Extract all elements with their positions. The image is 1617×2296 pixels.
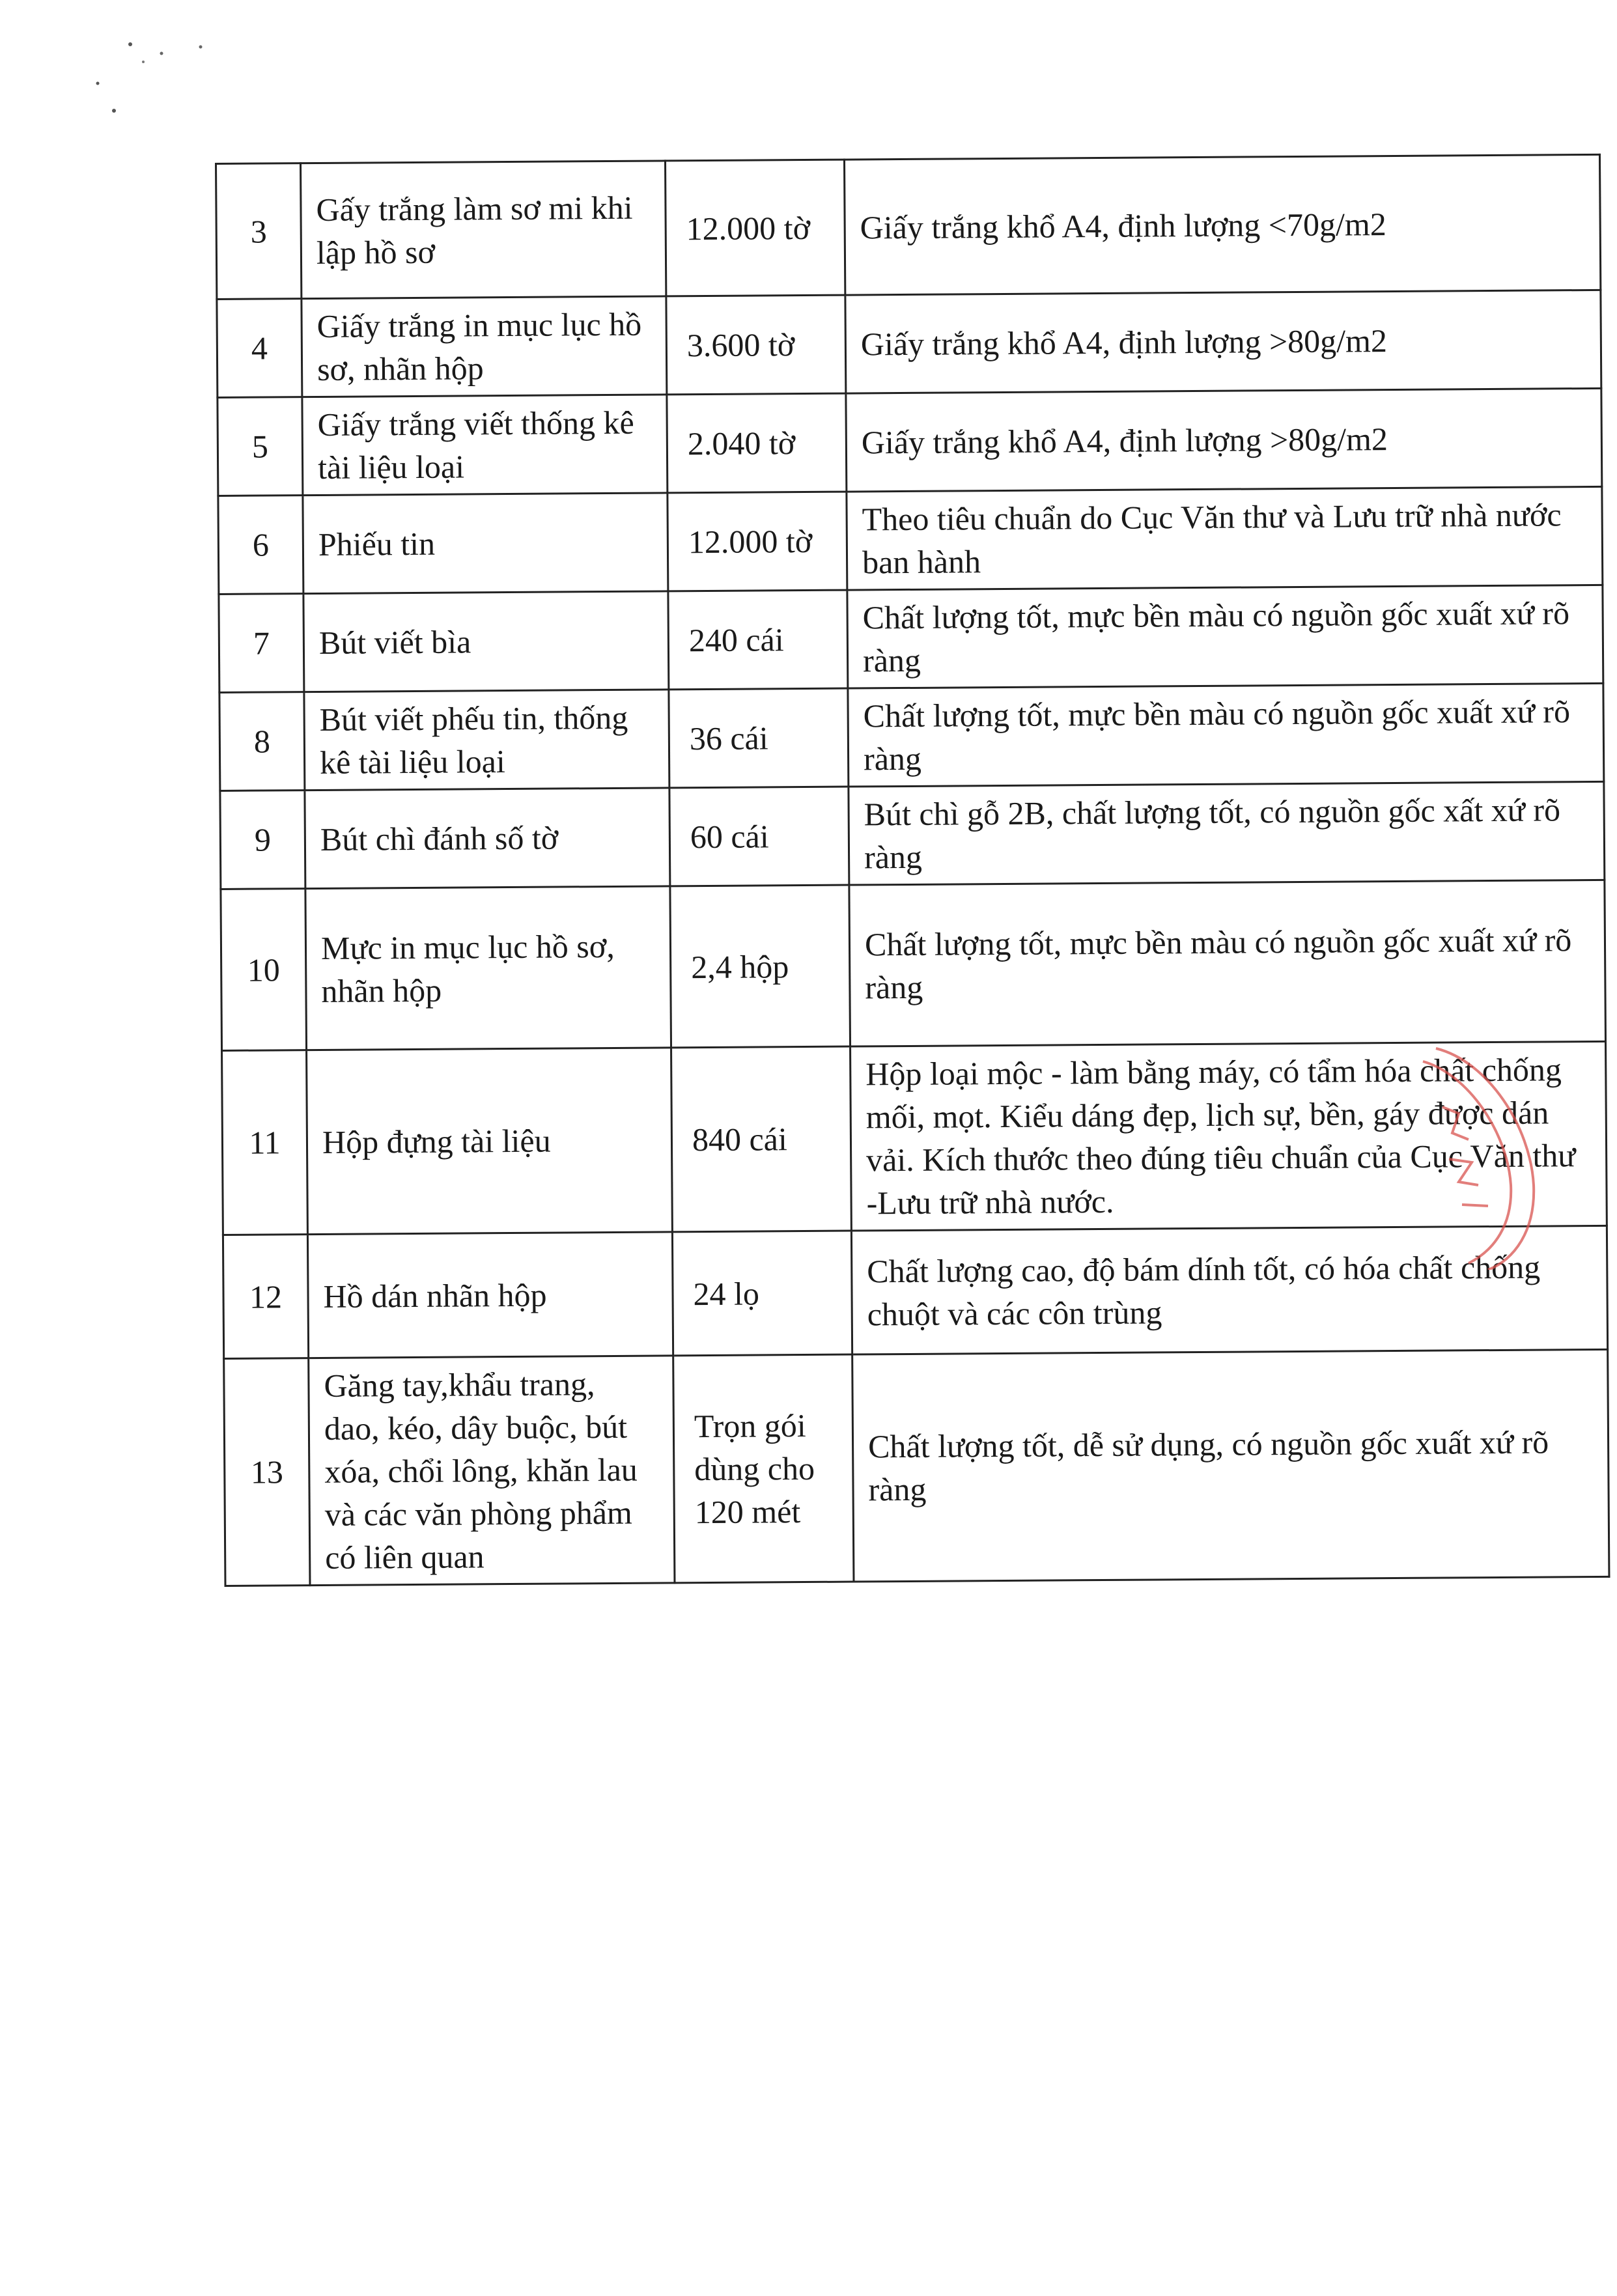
item-name-cell: Bút viết bìa xyxy=(303,591,669,692)
supplies-table-container xyxy=(215,154,1608,1587)
table-row xyxy=(216,154,1601,299)
supplies-table-body xyxy=(216,154,1609,1586)
specification-cell: Chất lượng tốt, dễ sử dụng, có nguồn gốc xuất xứ rõ ràng xyxy=(852,1349,1609,1582)
quantity-cell: 12.000 tờ xyxy=(665,160,845,296)
item-name-cell: Giấy trắng in mục lục hồ sơ, nhãn hộp xyxy=(302,296,667,397)
supplies-table xyxy=(215,154,1610,1587)
quantity-cell: 36 cái xyxy=(669,688,849,788)
item-name-cell: Hồ dán nhãn hộp xyxy=(307,1232,673,1358)
scan-speckles xyxy=(0,0,260,163)
table-row xyxy=(218,388,1602,496)
table-row xyxy=(219,585,1603,692)
table-row xyxy=(223,1225,1607,1358)
item-name-cell: Bút chì đánh số tờ xyxy=(305,788,670,889)
table-row xyxy=(219,683,1604,791)
item-name-cell: Mực in mục lục hồ sơ, nhãn hộp xyxy=(305,886,671,1050)
row-number-cell: 6 xyxy=(218,496,303,595)
quantity-cell: 24 lọ xyxy=(672,1231,852,1356)
item-name-cell: Gấy trắng làm sơ mi khi lập hồ sơ xyxy=(301,161,666,299)
quantity-cell: 60 cái xyxy=(669,787,849,886)
row-number-cell: 12 xyxy=(223,1235,308,1359)
row-number-cell: 4 xyxy=(217,299,302,398)
item-name-cell: Giấy trắng viết thống kê tài liệu loại xyxy=(302,395,668,496)
table-row xyxy=(220,781,1605,889)
specification-cell: Bút chì gỗ 2B, chất lượng tốt, có nguồn gốc xất xứ rõ ràng xyxy=(849,781,1605,885)
row-number-cell: 5 xyxy=(218,397,303,496)
specification-cell: Chất lượng tốt, mực bền màu có nguồn gốc xuất xứ rõ ràng xyxy=(847,585,1603,688)
table-row xyxy=(222,1041,1607,1235)
specification-cell: Giấy trắng khổ A4, định lượng <70g/m2 xyxy=(844,154,1600,295)
specification-cell: Chất lượng tốt, mực bền màu có nguồn gốc xuất xứ rõ ràng xyxy=(848,683,1604,787)
specification-cell: Giấy trắng khổ A4, định lượng >80g/m2 xyxy=(846,388,1602,492)
specification-cell: Chất lượng cao, độ bám dính tốt, có hóa chất chống chuột và các côn trùng xyxy=(851,1225,1607,1354)
quantity-cell: 240 cái xyxy=(668,590,848,690)
item-name-cell: Bút viết phếu tin, thống kê tài liệu loại xyxy=(304,690,669,791)
specification-cell: Theo tiêu chuẩn do Cục Văn thư và Lưu trữ nhà nước ban hành xyxy=(847,486,1603,590)
row-number-cell: 9 xyxy=(220,791,305,889)
quantity-cell: 840 cái xyxy=(671,1046,852,1232)
specification-cell: Giấy trắng khổ A4, định lượng >80g/m2 xyxy=(845,290,1601,393)
row-number-cell: 3 xyxy=(216,163,302,300)
quantity-cell: 2.040 tờ xyxy=(667,393,847,493)
quantity-cell: Trọn gói dùng cho 120 mét xyxy=(673,1354,854,1583)
row-number-cell: 11 xyxy=(222,1050,308,1235)
specification-cell: Hộp loại mộc - làm bằng máy, có tẩm hóa chất chống mối, mọt. Kiểu dáng đẹp, lịch sự, bền, gáy được dán vải. Kích thước theo đúng tiêu chuẩn của Cục Văn thư -Lưu trữ nhà nước. xyxy=(851,1041,1607,1231)
item-name-cell: Găng tay,khẩu trang, dao, kéo, dây buộc, bút xóa, chổi lông, khăn lau và các văn phòng phẩm có liên quan xyxy=(309,1356,675,1586)
quantity-cell: 3.600 tờ xyxy=(666,295,846,395)
quantity-cell: 2,4 hộp xyxy=(670,885,851,1048)
item-name-cell: Hộp đựng tài liệu xyxy=(307,1048,673,1235)
table-row xyxy=(224,1349,1609,1586)
quantity-cell: 12.000 tờ xyxy=(668,492,847,591)
row-number-cell: 10 xyxy=(221,889,307,1051)
item-name-cell: Phiếu tin xyxy=(303,493,668,594)
row-number-cell: 8 xyxy=(219,692,305,791)
specification-cell: Chất lượng tốt, mực bền màu có nguồn gốc xuất xứ rõ ràng xyxy=(849,880,1606,1046)
table-row xyxy=(221,880,1606,1050)
row-number-cell: 7 xyxy=(219,594,304,693)
row-number-cell: 13 xyxy=(224,1358,310,1586)
table-row xyxy=(217,290,1601,397)
table-row xyxy=(218,486,1603,594)
